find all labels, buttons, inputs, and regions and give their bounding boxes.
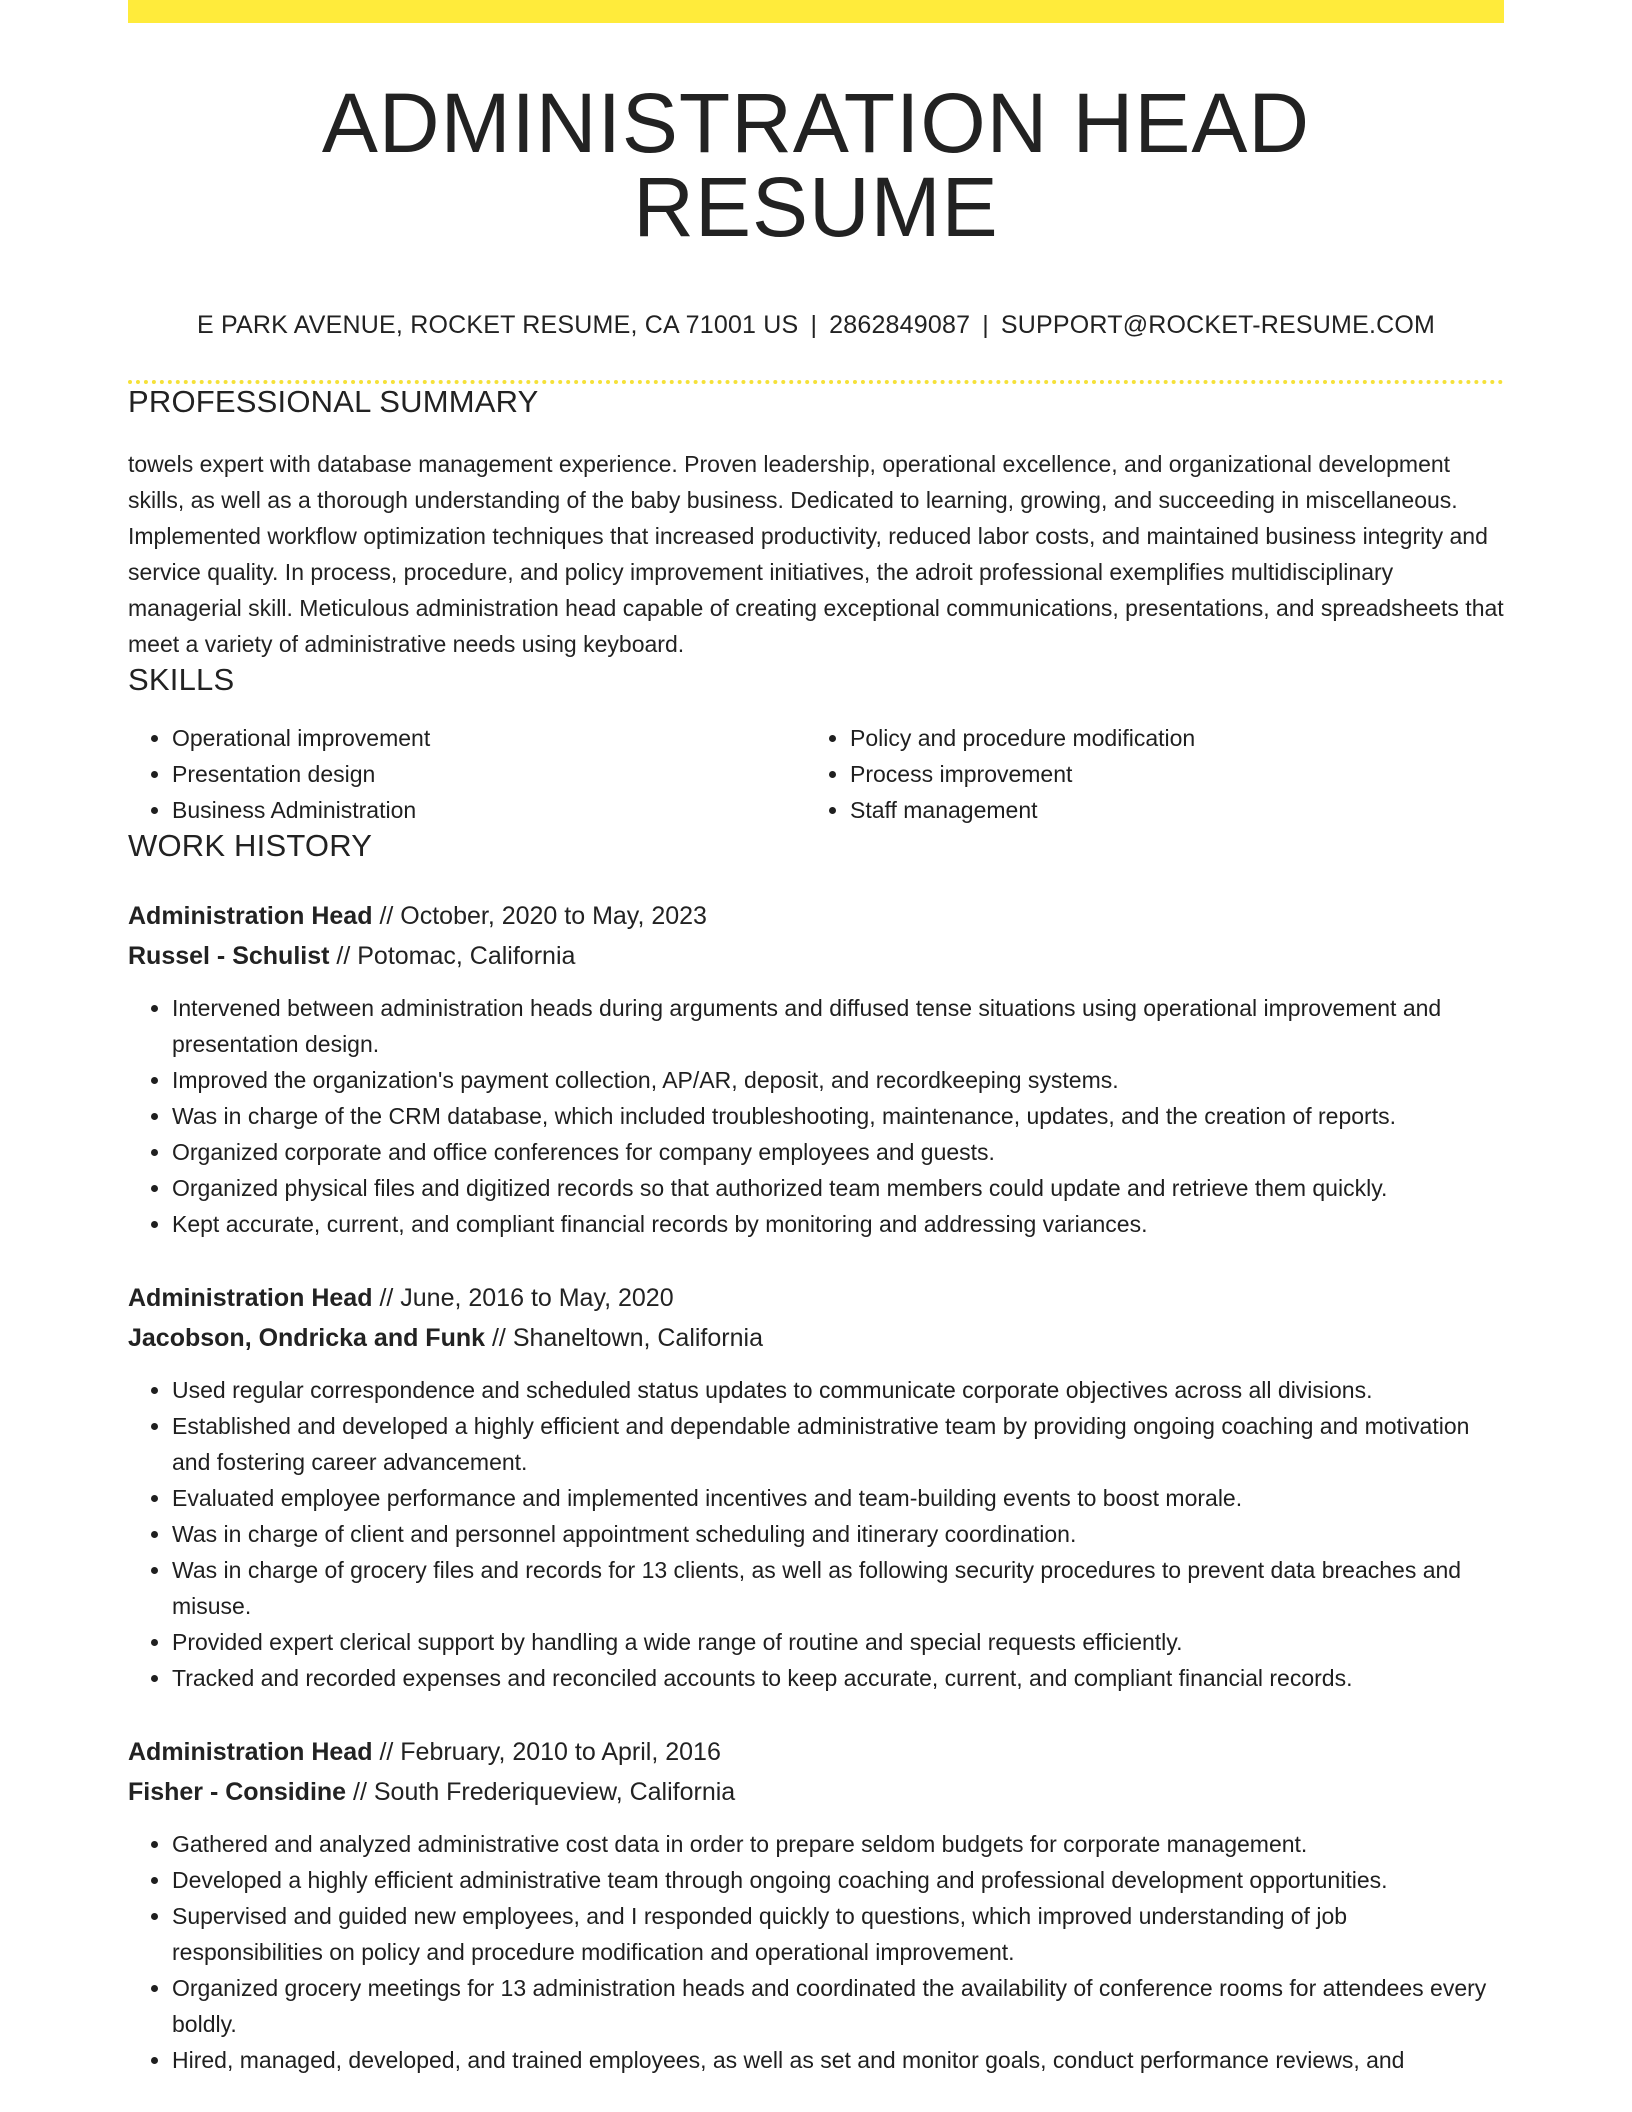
job-bullet: • Provided expert clerical support by handling a wide range of routine and special requests efficiently. [172,1624,1504,1660]
job-location: // Potomac, California [336,942,576,970]
job-company-line [128,1318,1504,1358]
company-name: Russel - Schulist [128,942,330,970]
skill-item: • Business Administration [172,792,806,828]
job-bullets [128,1372,1504,1696]
job-company-line [128,1772,1504,1812]
job-bullet: • Kept accurate, current, and compliant financial records by monitoring and addressing variances. [172,1206,1504,1242]
job-bullet: • Evaluated employee performance and implemented incentives and team-building events to boost morale. [172,1480,1504,1516]
job-company-line [128,936,1504,976]
company-name: Jacobson, Ondricka and Funk [128,1324,486,1352]
separator: | [982,311,989,339]
email-link[interactable]: SUPPORT@ROCKET-RESUME.COM [1000,311,1436,339]
skill-item: • Staff management [850,792,1484,828]
job-bullets [128,1826,1504,2078]
job-dates: // October, 2020 to May, 2023 [379,902,707,930]
job-bullet: • Gathered and analyzed administrative cost data in order to prepare seldom budgets for corporate management. [172,1826,1504,1862]
job-bullet: • Organized physical files and digitized records so that authorized team members could update and retrieve them quickly. [172,1170,1504,1206]
job-title: Administration Head [128,1284,373,1312]
job-title-line [128,1732,1504,1772]
job-bullet: • Intervened between administration heads during arguments and diffused tense situations using operational improvement and presentation design. [172,990,1504,1062]
job-entry [128,896,1504,1242]
work-history-heading: WORK HISTORY [128,828,373,863]
job-bullet: • Hired, managed, developed, and trained employees, as well as set and monitor goals, conduct performance reviews, and [172,2042,1504,2078]
job-title-line [128,1278,1504,1318]
skill-item: • Operational improvement [172,720,806,756]
job-bullet: • Used regular correspondence and scheduled status updates to communicate corporate objectives across all divisions. [172,1372,1504,1408]
resume-title: ADMINISTRATION HEAD RESUME [321,76,1311,254]
skill-item: • Presentation design [172,756,806,792]
job-bullet: • Organized corporate and office conferences for company employees and guests. [172,1134,1504,1170]
accent-bar [128,0,1504,23]
summary-heading: PROFESSIONAL SUMMARY [128,384,539,419]
skills-heading: SKILLS [128,662,235,697]
job-location: // South Frederiqueview, California [353,1778,736,1806]
job-dates: // February, 2010 to April, 2016 [379,1738,721,1766]
resume-page [128,0,1504,2078]
job-entry [128,1732,1504,2078]
job-bullet: • Organized grocery meetings for 13 administration heads and coordinated the availability of conference rooms for attendees every boldly. [172,1970,1504,2042]
skills-column-left [128,720,806,828]
job-location: // Shaneltown, California [491,1324,763,1352]
job-bullets [128,990,1504,1242]
phone: 2862849087 [829,311,971,339]
job-title: Administration Head [128,902,373,930]
job-bullet: • Developed a highly efficient administrative team through ongoing coaching and professional development opportunities. [172,1862,1504,1898]
job-bullet: • Established and developed a highly efficient and dependable administrative team by providing ongoing coaching and motivation and fostering career advancement. [172,1408,1504,1480]
skills-column-right [806,720,1484,828]
job-bullet: • Tracked and recorded expenses and reconciled accounts to keep accurate, current, and compliant financial records. [172,1660,1504,1696]
job-bullet: • Supervised and guided new employees, and I responded quickly to questions, which improved understanding of job responsibilities on policy and procedure modification and operational improvement. [172,1898,1504,1970]
job-title: Administration Head [128,1738,373,1766]
address: E PARK AVENUE, ROCKET RESUME, CA 71001 US [196,311,799,339]
job-bullet: • Was in charge of grocery files and records for 13 clients, as well as following security procedures to prevent data breaches and misuse. [172,1552,1504,1624]
contact-line [128,313,1504,338]
job-bullet: • Improved the organization's payment collection, AP/AR, deposit, and recordkeeping systems. [172,1062,1504,1098]
job-bullet: • Was in charge of the CRM database, which included troubleshooting, maintenance, updates, and the creation of reports. [172,1098,1504,1134]
separator: | [810,311,818,339]
company-name: Fisher - Considine [128,1778,347,1806]
job-entry [128,1278,1504,1696]
summary-text: towels expert with database management experience. Proven leadership, operational excellence, and organizational development skills, as well as a thorough understanding of the baby business. Dedicated to learning, growing, and succeeding in miscellaneous. Implemented workflow optimization techniques that increased productivity, reduced labor costs, and maintained business integrity and service quality. In process, procedure, and policy improvement initiatives, the adroit professional exemplifies multidisciplinary managerial skill. Meticulous administration head capable of creating exceptional communications, presentations, and spreadsheets that meet a variety of administrative needs using keyboard. [128,451,1504,657]
job-bullet: • Was in charge of client and personnel appointment scheduling and itinerary coordination. [172,1516,1504,1552]
skills-list [128,720,1504,828]
job-title-line [128,896,1504,936]
job-dates: // June, 2016 to May, 2020 [379,1284,674,1312]
skill-item: • Process improvement [850,756,1484,792]
skill-item: • Policy and procedure modification [850,720,1484,756]
